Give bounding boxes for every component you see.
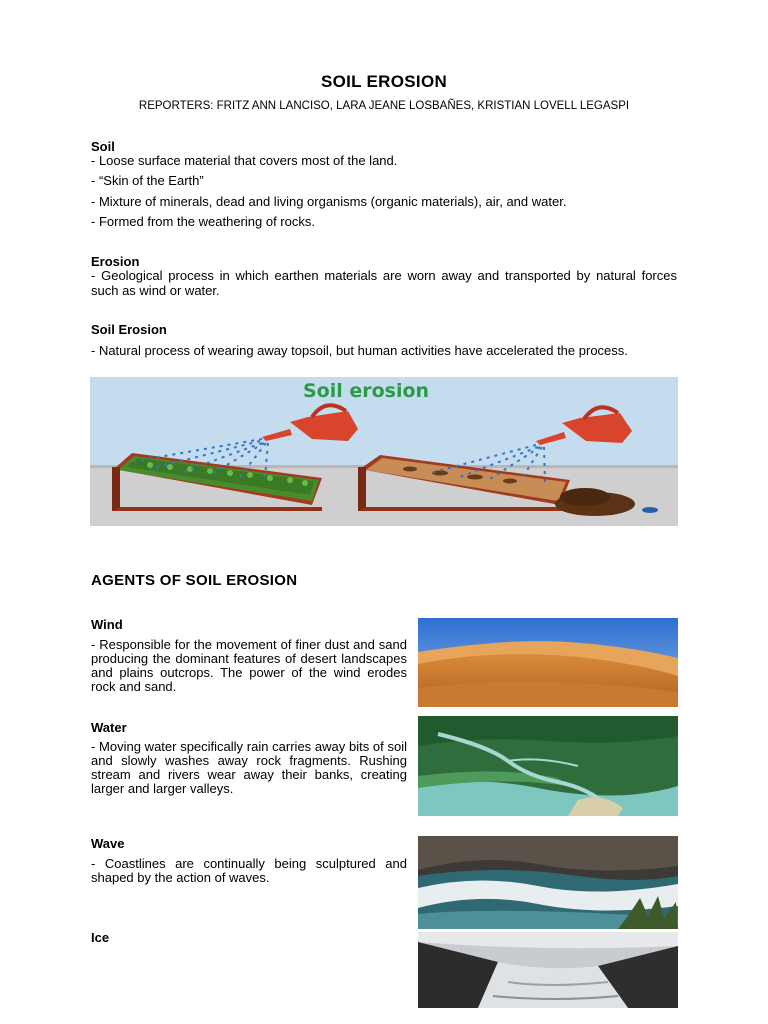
document-title: SOIL EROSION	[320, 72, 448, 91]
soil-point: - Formed from the weathering of rocks.	[91, 214, 315, 229]
erosion-heading: Erosion	[91, 254, 140, 269]
soil-point: - Mixture of minerals, dead and living organisms (organic materials), air, and water.	[91, 194, 567, 209]
soil-heading: Soil	[91, 139, 115, 154]
agent-ice-heading: Ice	[91, 930, 110, 945]
agent-water-heading: Water	[91, 720, 127, 735]
soil-erosion-heading: Soil Erosion	[91, 322, 167, 337]
glacier-photo	[418, 932, 678, 1008]
soil-point: - Loose surface material that covers most of the land.	[91, 153, 398, 168]
agent-water-text: - Moving water specifically rain carries away bits of soil and slowly washes away rock fragments. Rushing stream and rivers wear away their banks, creating larger and larger valleys.	[91, 739, 407, 796]
soil-erosion-illustration	[90, 377, 678, 526]
illustration-title: Soil erosion	[302, 380, 430, 402]
river-delta-photo	[418, 716, 678, 816]
agent-wind-heading: Wind	[91, 617, 123, 632]
coastline-waves-photo	[418, 836, 678, 929]
soil-point: - “Skin of the Earth”	[91, 173, 204, 188]
agent-wind-text: - Responsible for the movement of finer dust and sand producing the dominant features of desert landscapes and plains outcrops. The power of the wind erodes rock and sand.	[91, 637, 407, 694]
agents-heading: AGENTS OF SOIL EROSION	[91, 572, 298, 589]
desert-photo	[418, 618, 678, 707]
erosion-definition: - Geological process in which earthen materials are worn away and transported by natural forces such as wind or water.	[91, 268, 677, 298]
agent-wave-text: - Coastlines are continually being sculptured and shaped by the action of waves.	[91, 856, 407, 885]
reporters-line: REPORTERS: FRITZ ANN LANCISO, LARA JEANE LOSBAÑES, KRISTIAN LOVELL LEGASPI	[138, 100, 630, 112]
soil-erosion-definition: - Natural process of wearing away topsoil, but human activities have accelerated the process.	[91, 343, 628, 358]
agent-wave-heading: Wave	[91, 836, 125, 851]
